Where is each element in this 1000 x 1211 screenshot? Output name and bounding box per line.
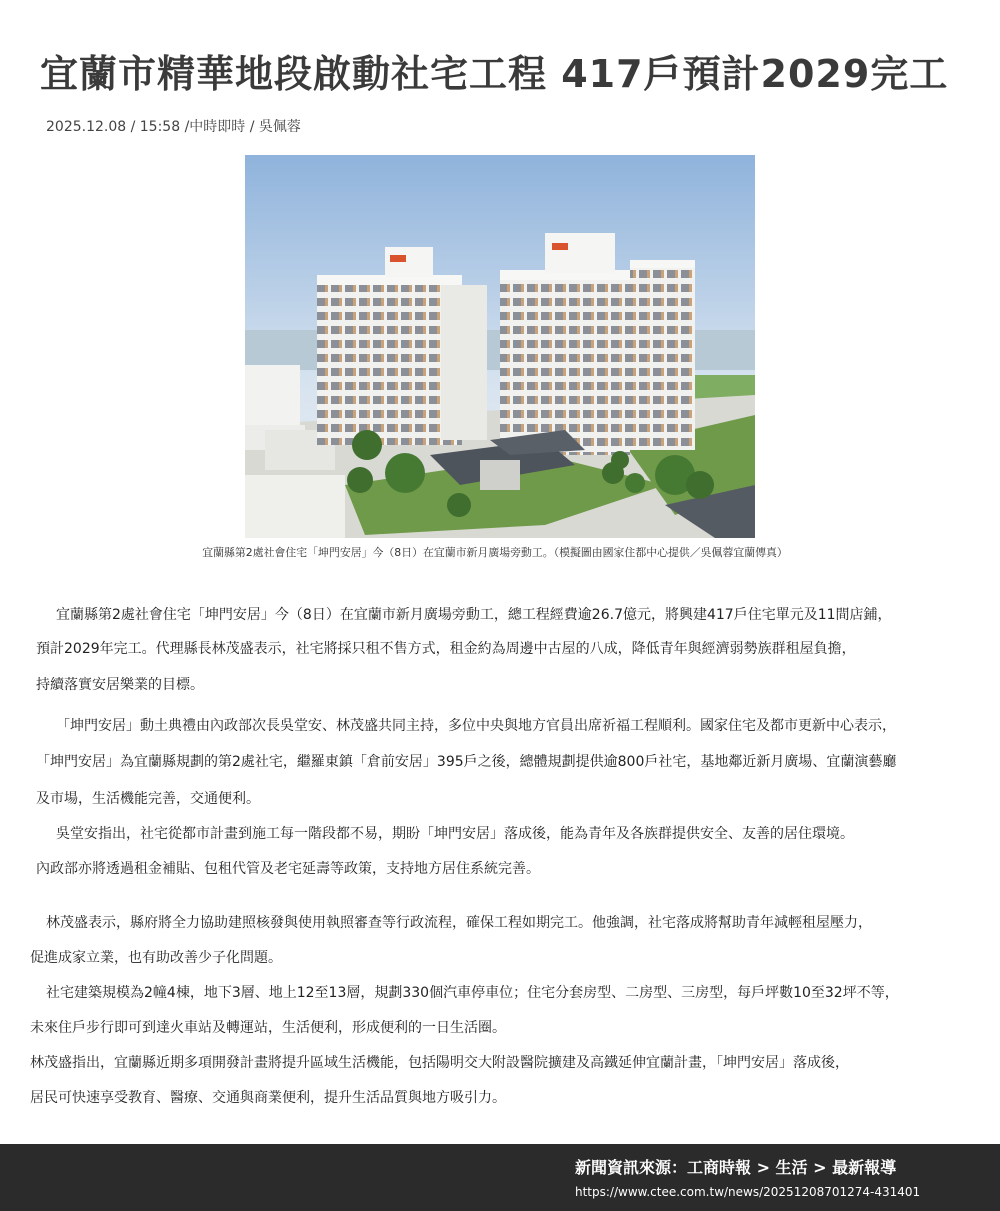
paragraph-line: 社宅建築規模為2幢4棟，地下3層、地上12至13層，規劃330個汽車停車位；住宅分套房型、二房型、三房型，每戶坪數10至32坪不等，: [46, 985, 899, 1001]
paragraph-line: 持續落實安居樂業的目標。: [36, 677, 204, 693]
article-title: 宜蘭市精華地段啟動社宅工程 417戶預計2029完工: [40, 52, 949, 96]
source-url[interactable]: https://www.ctee.com.tw/news/20251208701274-431401: [575, 1185, 921, 1199]
paragraph-line: 「坤門安居」動土典禮由內政部次長吳堂安、林茂盛共同主持，多位中央與地方官員出席祈福工程順利。國家住宅及都市更新中心表示，: [56, 718, 896, 734]
paragraph-line: 吳堂安指出，社宅從都市計畫到施工每一階段都不易，期盼「坤門安居」落成後，能為青年及各族群提供安全、友善的居住環境。: [56, 826, 854, 842]
paragraph-line: 及市場，生活機能完善，交通便利。: [36, 791, 260, 807]
paragraph-line: 促進成家立業，也有助改善少子化問題。: [30, 950, 282, 966]
news-source-breadcrumb: 新聞資訊來源：工商時報 > 生活 > 最新報導: [575, 1158, 897, 1177]
building-rendering-image: [245, 155, 755, 538]
paragraph-line: 林茂盛表示，縣府將全力協助建照核發與使用執照審查等行政流程，確保工程如期完工。他強調，社宅落成將幫助青年減輕租屋壓力，: [46, 915, 872, 931]
paragraph-line: 未來住戶步行即可到達火車站及轉運站，生活便利，形成便利的一日生活圈。: [30, 1020, 506, 1036]
paragraph-line: 林茂盛指出，宜蘭縣近期多項開發計畫將提升區域生活機能，包括陽明交大附設醫院擴建及高鐵延伸宜蘭計畫，「坤門安居」落成後，: [30, 1055, 849, 1071]
paragraph-line: 「坤門安居」為宜蘭縣規劃的第2處社宅，繼羅東鎮「倉前安居」395戶之後，總體規劃提供逾800戶社宅，基地鄰近新月廣場、宜蘭演藝廳: [36, 754, 897, 770]
article-byline: 2025.12.08 / 15:58 /中時即時 / 吳佩蓉: [46, 119, 301, 135]
image-caption: 宜蘭縣第2處社會住宅「坤門安居」今（8日）在宜蘭市新月廣場旁動工。（模擬圖由國家住都中心提供／吳佩蓉宜蘭傳真）: [202, 546, 788, 559]
article-photo: [245, 155, 755, 538]
paragraph-line: 居民可快速享受教育、醫療、交通與商業便利，提升生活品質與地方吸引力。: [30, 1090, 506, 1106]
paragraph-line: 內政部亦將透過租金補貼、包租代管及老宅延壽等政策，支持地方居住系統完善。: [36, 861, 540, 877]
paragraph-line: 預計2029年完工。代理縣長林茂盛表示，社宅將採只租不售方式，租金約為周邊中古屋的八成，降低青年與經濟弱勢族群租屋負擔，: [36, 641, 856, 657]
source-footer: [0, 1144, 1000, 1211]
paragraph-line: 宜蘭縣第2處社會住宅「坤門安居」今（8日）在宜蘭市新月廣場旁動工，總工程經費逾26.7億元，將興建417戶住宅單元及11間店鋪，: [56, 607, 892, 623]
